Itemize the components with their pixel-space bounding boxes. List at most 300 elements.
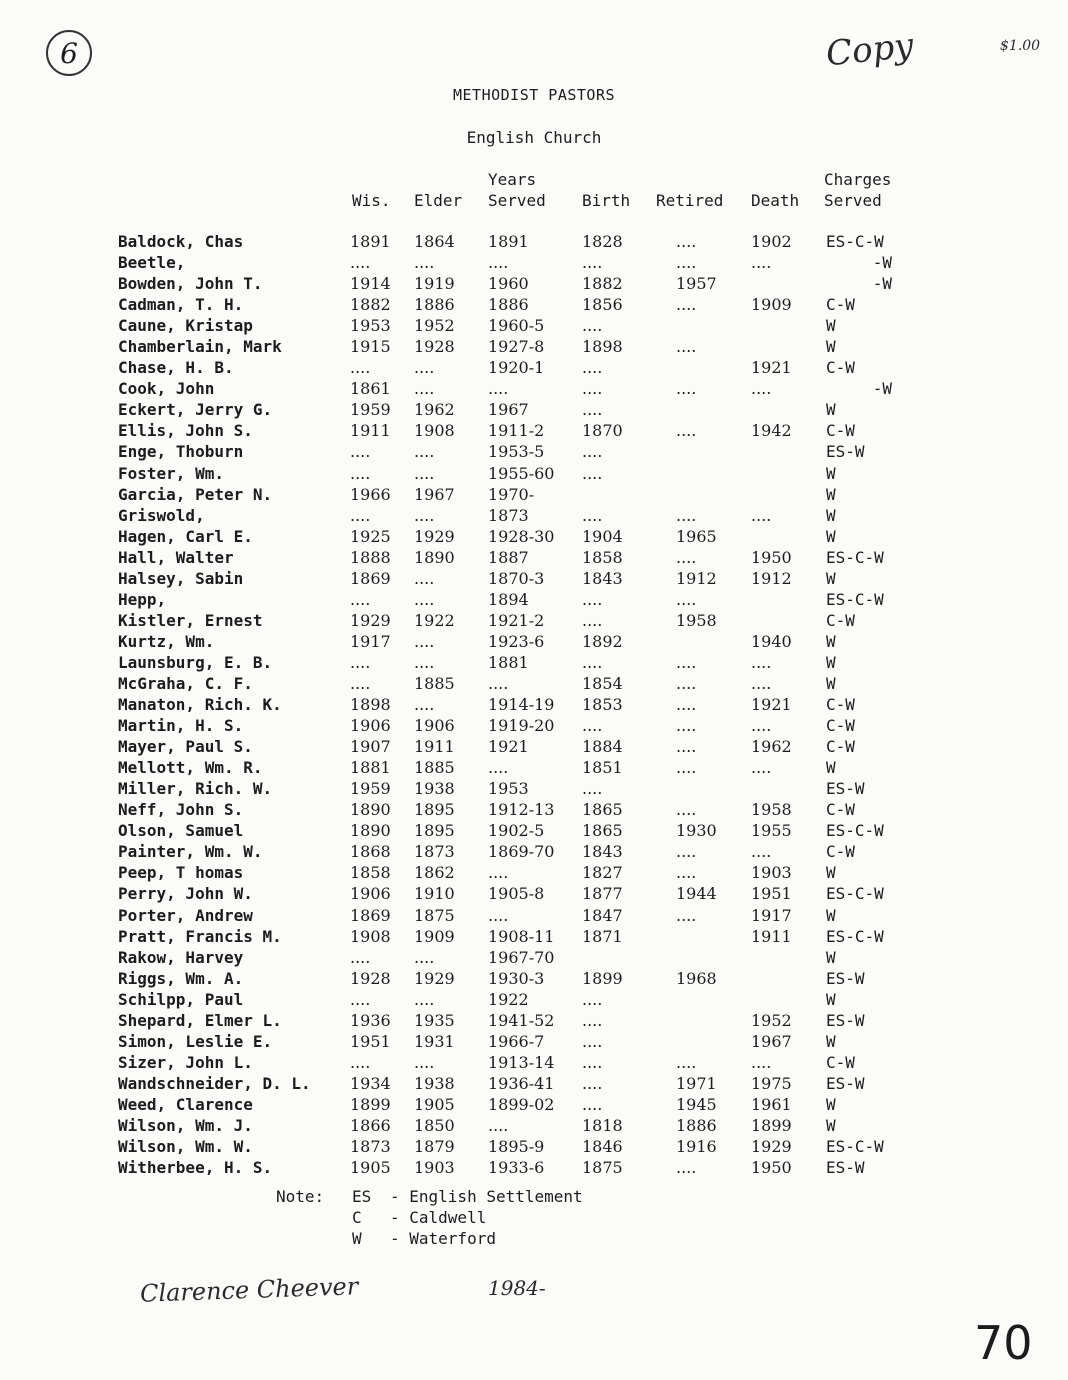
- table-row: [0, 441, 1068, 462]
- wis-year: 1868: [350, 842, 391, 862]
- table-row: [0, 252, 1068, 273]
- elder-year: 1911: [414, 737, 455, 757]
- retired-year: ....: [676, 652, 697, 672]
- elder-year: 1938: [414, 779, 455, 799]
- pastor-name: Chase, H. B.: [118, 358, 234, 378]
- years-served: 1922: [488, 989, 529, 1009]
- elder-year: 1879: [414, 1137, 455, 1157]
- pastor-name: Mayer, Paul S.: [118, 737, 253, 757]
- charges-served: W: [826, 1115, 836, 1135]
- wis-year: 1966: [350, 484, 391, 504]
- elder-year: 1910: [414, 884, 455, 904]
- death-year: ....: [751, 379, 772, 399]
- years-served: 1953: [488, 779, 529, 799]
- years-served: 1930-3: [488, 968, 545, 988]
- birth-year: 1818: [582, 1115, 623, 1135]
- wis-year: 1914: [350, 274, 391, 294]
- years-served: 1941-52: [488, 1010, 555, 1030]
- charges-served: C-W: [826, 695, 855, 715]
- elder-year: 1905: [414, 1094, 455, 1114]
- table-row: [0, 673, 1068, 694]
- elder-year: ....: [414, 695, 435, 715]
- wis-year: 1858: [350, 863, 391, 883]
- charges-served: W: [826, 1031, 836, 1051]
- charges-served: C-W: [826, 610, 855, 630]
- retired-year: ....: [676, 253, 697, 273]
- table-row: [0, 694, 1068, 715]
- table-row: [0, 1073, 1068, 1094]
- retired-year: ....: [676, 905, 697, 925]
- birth-year: 1877: [582, 884, 623, 904]
- table-row: [0, 610, 1068, 631]
- wis-year: 1890: [350, 800, 391, 820]
- pastor-name: Neff, John S.: [118, 800, 244, 820]
- table-row: [0, 315, 1068, 336]
- table-row: [0, 926, 1068, 947]
- retired-year: ....: [676, 800, 697, 820]
- elder-year: ....: [414, 253, 435, 273]
- table-row: [0, 273, 1068, 294]
- note-code: ES: [352, 1187, 372, 1206]
- column-header-death: Death: [751, 191, 800, 210]
- wis-year: ....: [350, 989, 371, 1009]
- pastor-name: Miller, Rich. W.: [118, 779, 273, 799]
- elder-year: 1903: [414, 1158, 455, 1178]
- pastor-name: Porter, Andrew: [118, 905, 253, 925]
- retired-year: ....: [676, 295, 697, 315]
- years-served: 1913-14: [488, 1052, 555, 1072]
- retired-year: ....: [676, 547, 697, 567]
- charges-served: W: [826, 1094, 836, 1114]
- retired-year: 1886: [676, 1115, 717, 1135]
- elder-year: ....: [414, 442, 435, 462]
- pastor-name: Caune, Kristap: [118, 316, 253, 336]
- charges-served: W: [826, 947, 836, 967]
- birth-year: ....: [582, 400, 603, 420]
- pastor-name: Wandschneider, D. L.: [118, 1073, 311, 1093]
- pastor-name: Cadman, T. H.: [118, 295, 244, 315]
- death-year: 1899: [751, 1115, 792, 1135]
- column-header-birth: Birth: [582, 191, 631, 210]
- birth-year: 1851: [582, 758, 623, 778]
- elder-year: 1895: [414, 821, 455, 841]
- wis-year: 1907: [350, 737, 391, 757]
- death-year: 1909: [751, 295, 792, 315]
- years-served: ....: [488, 253, 509, 273]
- elder-year: 1890: [414, 547, 455, 567]
- charges-served: ES-C-W: [826, 547, 884, 567]
- pastor-name: Perry, John W.: [118, 884, 253, 904]
- retired-year: ....: [676, 716, 697, 736]
- years-served: 1970-: [488, 484, 535, 504]
- death-year: 1961: [751, 1094, 792, 1114]
- birth-year: ....: [582, 1094, 603, 1114]
- charges-served: C-W: [826, 716, 855, 736]
- charges-served: C-W: [826, 358, 855, 378]
- retired-year: ....: [676, 1158, 697, 1178]
- death-year: 1951: [751, 884, 792, 904]
- charges-served: W: [826, 316, 836, 336]
- pastor-name: Martin, H. S.: [118, 716, 244, 736]
- years-served: 1887: [488, 547, 529, 567]
- elder-year: ....: [414, 589, 435, 609]
- charges-served: C-W: [826, 800, 855, 820]
- charges-served: -W: [872, 379, 892, 399]
- death-year: ....: [751, 505, 772, 525]
- table-row: [0, 505, 1068, 526]
- death-year: 1962: [751, 737, 792, 757]
- wis-year: 1925: [350, 526, 391, 546]
- charges-served: ES-W: [826, 968, 865, 988]
- years-served: 1870-3: [488, 568, 545, 588]
- column-header-elder: Elder: [414, 191, 463, 210]
- column-header-years-served: Years Served: [488, 170, 546, 210]
- table-row: [0, 1010, 1068, 1031]
- elder-year: 1931: [414, 1031, 455, 1051]
- wis-year: 1905: [350, 1158, 391, 1178]
- table-row: [0, 778, 1068, 799]
- birth-year: 1847: [582, 905, 623, 925]
- document-subtitle: English Church: [466, 128, 602, 147]
- birth-year: 1854: [582, 673, 623, 693]
- retired-year: 1944: [676, 884, 717, 904]
- table-row: [0, 1136, 1068, 1157]
- elder-year: ....: [414, 1052, 435, 1072]
- death-year: 1940: [751, 631, 792, 651]
- years-served: 1894: [488, 589, 529, 609]
- retired-year: ....: [676, 589, 697, 609]
- charges-served: W: [826, 337, 836, 357]
- table-row: [0, 378, 1068, 399]
- table-row: [0, 1157, 1068, 1178]
- table-row: [0, 757, 1068, 778]
- table-row: [0, 883, 1068, 904]
- pastor-name: Hepp,: [118, 589, 167, 609]
- wis-year: 1882: [350, 295, 391, 315]
- death-year: 1902: [751, 232, 792, 251]
- birth-year: 1870: [582, 421, 623, 441]
- pastor-name: Enge, Thoburn: [118, 442, 244, 462]
- charges-served: -W: [872, 274, 892, 294]
- birth-year: 1904: [582, 526, 623, 546]
- table-row: [0, 336, 1068, 357]
- table-row: [0, 294, 1068, 315]
- pastor-name: Peep, T homas: [118, 863, 244, 883]
- table-row: [0, 799, 1068, 820]
- years-served: 1955-60: [488, 463, 555, 483]
- years-served: ....: [488, 863, 509, 883]
- years-served: 1905-8: [488, 884, 545, 904]
- price-handwritten-note: $1.00: [1000, 38, 1041, 54]
- retired-year: ....: [676, 758, 697, 778]
- death-year: 1921: [751, 358, 792, 378]
- charges-served: C-W: [826, 737, 855, 757]
- birth-year: 1865: [582, 821, 623, 841]
- elder-year: 1929: [414, 526, 455, 546]
- birth-year: ....: [582, 779, 603, 799]
- table-row: [0, 652, 1068, 673]
- death-year: ....: [751, 673, 772, 693]
- years-served: 1966-7: [488, 1031, 545, 1051]
- pastor-name: Ellis, John S.: [118, 421, 253, 441]
- elder-year: ....: [414, 947, 435, 967]
- pastor-name: Weed, Clarence: [118, 1094, 253, 1114]
- retired-year: ....: [676, 863, 697, 883]
- years-served: 1912-13: [488, 800, 555, 820]
- wis-year: ....: [350, 505, 371, 525]
- pastor-name: Pratt, Francis M.: [118, 926, 282, 946]
- table-row: [0, 463, 1068, 484]
- retired-year: ....: [676, 842, 697, 862]
- retired-year: 1965: [676, 526, 717, 546]
- wis-year: 1890: [350, 821, 391, 841]
- elder-year: 1850: [414, 1115, 455, 1135]
- table-row: [0, 1094, 1068, 1115]
- years-served: 1921-2: [488, 610, 545, 630]
- elder-year: ....: [414, 463, 435, 483]
- years-served: ....: [488, 1115, 509, 1135]
- legend-note: [276, 1186, 583, 1249]
- wis-year: ....: [350, 947, 371, 967]
- retired-year: ....: [676, 232, 697, 251]
- elder-year: 1908: [414, 421, 455, 441]
- birth-year: 1856: [582, 295, 623, 315]
- wis-year: 1906: [350, 884, 391, 904]
- charges-served: W: [826, 568, 836, 588]
- wis-year: 1959: [350, 779, 391, 799]
- death-year: 1967: [751, 1031, 792, 1051]
- pastor-name: Halsey, Sabin: [118, 568, 244, 588]
- wis-year: 1861: [350, 379, 391, 399]
- pastor-name: Bowden, John T.: [118, 274, 263, 294]
- table-row: [0, 947, 1068, 968]
- death-year: ....: [751, 1052, 772, 1072]
- table-row: [0, 1052, 1068, 1073]
- elder-year: 1935: [414, 1010, 455, 1030]
- birth-year: 1882: [582, 274, 623, 294]
- table-row: [0, 484, 1068, 505]
- note-label: Note:: [276, 1187, 325, 1206]
- retired-year: ....: [676, 1052, 697, 1072]
- table-row: [0, 420, 1068, 441]
- years-served: ....: [488, 673, 509, 693]
- wis-year: 1908: [350, 926, 391, 946]
- retired-year: 1971: [676, 1073, 717, 1093]
- table-row: [0, 1031, 1068, 1052]
- elder-year: 1862: [414, 863, 455, 883]
- birth-year: ....: [582, 463, 603, 483]
- elder-year: ....: [414, 505, 435, 525]
- death-year: 1911: [751, 926, 792, 946]
- death-year: 1975: [751, 1073, 792, 1093]
- retired-year: ....: [676, 337, 697, 357]
- charges-served: W: [826, 758, 836, 778]
- table-row: [0, 841, 1068, 862]
- birth-year: ....: [582, 1073, 603, 1093]
- pastor-name: Sizer, John L.: [118, 1052, 253, 1072]
- elder-year: 1864: [414, 232, 455, 251]
- page-number: 70: [974, 1316, 1033, 1370]
- elder-year: 1929: [414, 968, 455, 988]
- birth-year: 1892: [582, 631, 623, 651]
- birth-year: 1865: [582, 800, 623, 820]
- wis-year: 1915: [350, 337, 391, 357]
- elder-year: 1873: [414, 842, 455, 862]
- note-text: - Caldwell: [390, 1208, 487, 1227]
- circled-page-number: 6: [46, 30, 92, 76]
- pastor-name: Olson, Samuel: [118, 821, 244, 841]
- wis-year: 1869: [350, 568, 391, 588]
- charges-served: ES-C-W: [826, 926, 884, 946]
- pastor-name: Hagen, Carl E.: [118, 526, 253, 546]
- wis-year: ....: [350, 463, 371, 483]
- wis-year: 1951: [350, 1031, 391, 1051]
- death-year: 1950: [751, 1158, 792, 1178]
- death-year: 1929: [751, 1137, 792, 1157]
- wis-year: 1911: [350, 421, 391, 441]
- column-header-charges-served: Charges Served: [824, 170, 892, 210]
- pastor-name: Griswold,: [118, 505, 205, 525]
- birth-year: 1827: [582, 863, 623, 883]
- wis-year: 1881: [350, 758, 391, 778]
- death-year: 1912: [751, 568, 792, 588]
- charges-served: W: [826, 673, 836, 693]
- birth-year: 1853: [582, 695, 623, 715]
- charges-served: C-W: [826, 1052, 855, 1072]
- retired-year: ....: [676, 695, 697, 715]
- birth-year: ....: [582, 610, 603, 630]
- table-row: [0, 736, 1068, 757]
- years-served: 1967-70: [488, 947, 555, 967]
- charges-served: ES-C-W: [826, 1137, 884, 1157]
- years-served: 1873: [488, 505, 529, 525]
- wis-year: 1906: [350, 716, 391, 736]
- death-year: ....: [751, 842, 772, 862]
- years-served: 1927-8: [488, 337, 545, 357]
- elder-year: 1895: [414, 800, 455, 820]
- wis-year: ....: [350, 358, 371, 378]
- years-served: 1869-70: [488, 842, 555, 862]
- death-year: 1921: [751, 695, 792, 715]
- pastor-name: Wilson, Wm. W.: [118, 1137, 253, 1157]
- table-row: [0, 715, 1068, 736]
- retired-year: ....: [676, 505, 697, 525]
- birth-year: 1858: [582, 547, 623, 567]
- birth-year: ....: [582, 652, 603, 672]
- pastor-name: McGraha, C. F.: [118, 673, 253, 693]
- charges-served: ES-W: [826, 442, 865, 462]
- years-served: 1967: [488, 400, 529, 420]
- wis-year: 1869: [350, 905, 391, 925]
- wis-year: ....: [350, 253, 371, 273]
- elder-year: ....: [414, 631, 435, 651]
- table-row: [0, 1115, 1068, 1136]
- years-served: 1886: [488, 295, 529, 315]
- retired-year: 1968: [676, 968, 717, 988]
- charges-served: C-W: [826, 295, 855, 315]
- pastor-name: Schilpp, Paul: [118, 989, 244, 1009]
- pastor-name: Manaton, Rich. K.: [118, 695, 282, 715]
- table-row: [0, 399, 1068, 420]
- years-served: ....: [488, 379, 509, 399]
- elder-year: 1922: [414, 610, 455, 630]
- table-row: [0, 989, 1068, 1010]
- wis-year: 1959: [350, 400, 391, 420]
- elder-year: 1967: [414, 484, 455, 504]
- birth-year: ....: [582, 716, 603, 736]
- years-served: 1923-6: [488, 631, 545, 651]
- charges-served: ES-W: [826, 779, 865, 799]
- wis-year: 1936: [350, 1010, 391, 1030]
- charges-served: W: [826, 526, 836, 546]
- birth-year: ....: [582, 505, 603, 525]
- years-served: ....: [488, 905, 509, 925]
- birth-year: ....: [582, 442, 603, 462]
- table-row: [0, 820, 1068, 841]
- charges-served: W: [826, 463, 836, 483]
- years-served: 1881: [488, 652, 529, 672]
- wis-year: ....: [350, 652, 371, 672]
- charges-served: C-W: [826, 421, 855, 441]
- birth-year: ....: [582, 1031, 603, 1051]
- charges-served: W: [826, 631, 836, 651]
- pastor-name: Riggs, Wm. A.: [118, 968, 244, 988]
- pastor-name: Chamberlain, Mark: [118, 337, 282, 357]
- pastor-name: Foster, Wm.: [118, 463, 224, 483]
- table-row: [0, 357, 1068, 378]
- years-served: 1960: [488, 274, 529, 294]
- elder-year: 1886: [414, 295, 455, 315]
- charges-served: ES-C-W: [826, 884, 884, 904]
- wis-year: ....: [350, 442, 371, 462]
- elder-year: 1919: [414, 274, 455, 294]
- pastor-name: Witherbee, H. S.: [118, 1158, 273, 1178]
- charges-served: ES-W: [826, 1073, 865, 1093]
- birth-year: ....: [582, 358, 603, 378]
- pastor-name: Kistler, Ernest: [118, 610, 263, 630]
- table-row: [0, 589, 1068, 610]
- charges-served: W: [826, 505, 836, 525]
- charges-served: W: [826, 863, 836, 883]
- wis-year: ....: [350, 589, 371, 609]
- retired-year: 1916: [676, 1137, 717, 1157]
- birth-year: ....: [582, 379, 603, 399]
- pastor-name: Kurtz, Wm.: [118, 631, 215, 651]
- years-served: 1928-30: [488, 526, 555, 546]
- retired-year: 1945: [676, 1094, 717, 1114]
- table-row: [0, 631, 1068, 652]
- death-year: 1955: [751, 821, 792, 841]
- document-title: METHODIST PASTORS: [452, 86, 616, 104]
- charges-served: ES-W: [826, 1158, 865, 1178]
- birth-year: ....: [582, 316, 603, 336]
- charges-served: W: [826, 905, 836, 925]
- death-year: ....: [751, 716, 772, 736]
- death-year: 1950: [751, 547, 792, 567]
- note-code: C: [352, 1208, 362, 1227]
- charges-served: ES-W: [826, 1010, 865, 1030]
- wis-year: 1929: [350, 610, 391, 630]
- table-row: [0, 526, 1068, 547]
- years-served: 1919-20: [488, 716, 555, 736]
- retired-year: ....: [676, 379, 697, 399]
- elder-year: 1906: [414, 716, 455, 736]
- retired-year: 1912: [676, 568, 717, 588]
- wis-year: 1898: [350, 695, 391, 715]
- death-year: 1942: [751, 421, 792, 441]
- birth-year: 1898: [582, 337, 623, 357]
- wis-year: 1934: [350, 1073, 391, 1093]
